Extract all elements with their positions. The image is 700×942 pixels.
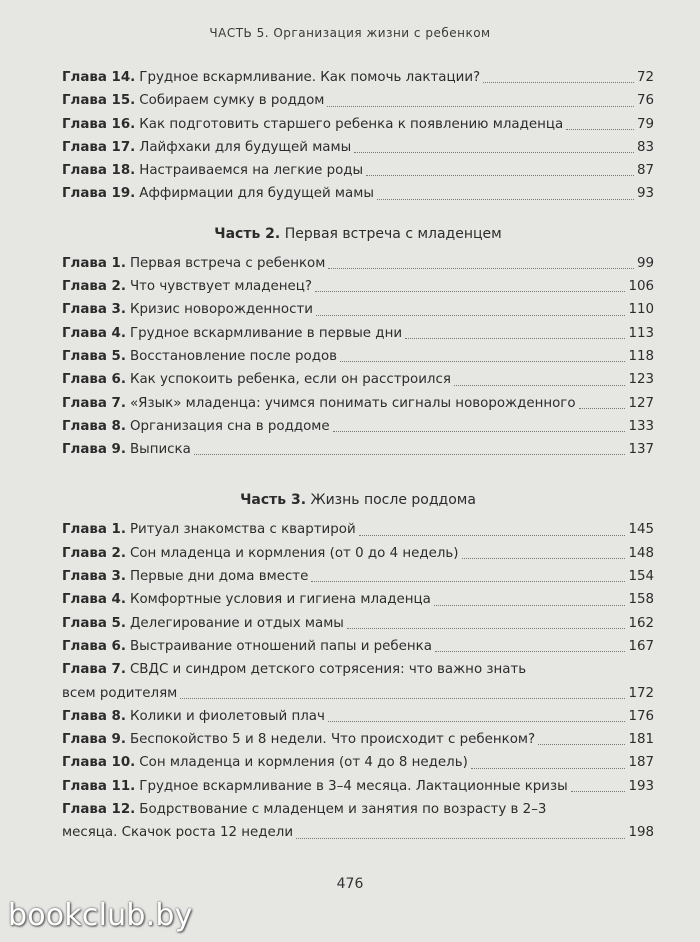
chapter-label: Глава 17. [62,139,136,155]
dot-leader [328,721,626,722]
toc-entry[interactable] [62,252,654,275]
dot-leader [296,838,625,839]
dot-leader [377,199,634,200]
toc-entry[interactable] [62,705,654,728]
chapter-page: 76 [636,93,654,109]
dot-leader [340,361,625,362]
chapter-page: 181 [628,732,654,748]
dot-leader [434,605,626,606]
chapter-page: 110 [628,302,654,318]
part-title: Жизнь после роддома [310,492,476,509]
chapter-page: 133 [628,418,654,434]
chapter-page: 187 [628,755,654,771]
chapter-title: Сон младенца и кормления (от 4 до 8 недель) [139,755,468,771]
dot-leader [333,431,626,432]
dot-leader [454,385,626,386]
toc-entry[interactable] [62,658,654,681]
chapter-title: Кризис новорожденности [129,302,313,318]
dot-leader [194,454,626,455]
toc-entry[interactable] [62,798,654,821]
chapter-label: Глава 1. [62,255,126,271]
dot-leader [538,744,625,745]
chapter-title: Комфортные условия и гигиена младенца [129,592,431,608]
chapter-page: 99 [636,255,654,271]
toc-entry[interactable] [62,136,654,159]
chapter-title: Восстановление после родов [129,348,338,364]
dot-leader [354,152,634,153]
chapter-title: Организация сна в роддоме [129,418,330,434]
chapter-title: Ритуал знакомства с квартирой [129,522,356,538]
chapter-title: Грудное вскармливание в первые дни [129,325,403,341]
toc-entry[interactable] [62,415,654,438]
chapter-label: Глава 9. [62,732,126,748]
chapter-title: Беспокойство 5 и 8 недели. Что происходит с ребенком? [129,732,536,748]
running-head: ЧАСТЬ 5. Организация жизни с ребенком [209,26,491,40]
chapter-label: Глава 6. [62,372,126,388]
chapter-title: Аффирмации для будущей мамы [139,186,374,202]
chapter-label: Глава 7. [62,395,126,411]
dot-leader [579,408,626,409]
chapter-title: Лайфхаки для будущей мамы [139,139,352,155]
dot-leader [359,535,626,536]
toc-entry[interactable] [62,322,654,345]
chapter-title: Как подготовить старшего ребенка к появлению младенца [139,116,564,132]
watermark: bookclub.by [8,898,193,933]
chapter-page: 172 [628,685,654,701]
chapter-label: Глава 18. [62,163,136,179]
dot-leader [316,315,625,316]
chapter-label: Глава 4. [62,592,126,608]
toc-entry[interactable] [62,159,654,182]
chapter-page: 137 [628,442,654,458]
chapter-label: Глава 6. [62,638,126,654]
chapter-title: Как успокоить ребенка, если он расстроился [129,372,451,388]
toc-entry[interactable] [62,368,654,391]
part-heading [62,222,654,246]
chapter-page: 127 [628,395,654,411]
chapter-page: 83 [636,139,654,155]
dot-leader [462,558,626,559]
toc-entry[interactable] [62,113,654,136]
chapter-title: Настраиваемся на легкие роды [139,163,364,179]
chapter-label: Глава 15. [62,93,136,109]
chapter-title: Выписка [129,442,191,458]
chapter-page: 87 [636,163,654,179]
chapter-title: Собираем сумку в роддом [139,93,325,109]
toc-entry[interactable] [62,542,654,565]
chapter-page: 106 [628,279,654,295]
dot-leader [327,106,634,107]
chapter-page: 79 [636,116,654,132]
toc-entry[interactable] [62,182,654,205]
chapter-page: 118 [628,348,654,364]
toc-entry[interactable] [62,89,654,112]
dot-leader [315,291,625,292]
chapter-title: Что чувствует младенец? [129,279,312,295]
chapter-label: Глава 5. [62,348,126,364]
dot-leader [180,698,625,699]
toc-entry[interactable] [62,345,654,368]
toc-entry-continued[interactable] [62,821,654,844]
toc-entry[interactable] [62,565,654,588]
chapter-page: 123 [628,372,654,388]
chapter-label: Глава 9. [62,442,126,458]
chapter-page: 154 [628,569,654,585]
chapter-label: Глава 8. [62,418,126,434]
part-label: Часть 3. [240,492,307,509]
chapter-label: Глава 14. [62,70,136,85]
chapter-title: Первые дни дома вместе [129,569,309,585]
table-of-contents [62,66,654,845]
chapter-label: Глава 2. [62,279,126,295]
part-label: Часть 2. [214,225,281,242]
toc-entry[interactable] [62,275,654,298]
chapter-page: 162 [628,615,654,631]
chapter-page: 148 [628,545,654,561]
chapter-label: Глава 2. [62,545,126,561]
toc-entry[interactable] [62,392,654,415]
dot-leader [366,175,634,176]
chapter-label: Глава 7. [62,662,126,678]
chapter-label: Глава 11. [62,778,136,794]
dot-leader [483,82,634,83]
toc-entry[interactable] [62,612,654,635]
chapter-title-continued: месяца. Скачок роста 12 недели [62,825,294,841]
chapter-label: Глава 1. [62,522,126,538]
chapter-label: Глава 19. [62,186,136,202]
toc-entry[interactable] [62,518,654,541]
dot-leader [435,651,625,652]
chapter-page: 72 [636,70,654,85]
chapter-title: Колики и фиолетовый плач [129,708,325,724]
dot-leader [347,628,626,629]
chapter-title: Грудное вскармливание в 3–4 месяца. Лактационные кризы [139,778,568,794]
chapter-title: Выстраивание отношений папы и ребенка [129,638,432,654]
part-heading [62,488,654,512]
chapter-label: Глава 12. [62,802,136,818]
page-number: 476 [336,876,364,892]
chapter-title-continued: всем родителям [62,685,178,701]
chapter-page: 93 [636,186,654,202]
chapter-label: Глава 16. [62,116,136,132]
chapter-page: 167 [628,638,654,654]
chapter-page: 198 [628,825,654,841]
toc-entry[interactable] [62,728,654,751]
toc-entry[interactable] [62,438,654,461]
chapter-title: Сон младенца и кормления (от 0 до 4 недель) [129,545,459,561]
chapter-title: Делегирование и отдых мамы [129,615,344,631]
chapter-label: Глава 3. [62,569,126,585]
chapter-label: Глава 5. [62,615,126,631]
part-title: Первая встреча с младенцем [284,225,502,242]
dot-leader [471,768,626,769]
toc-entry[interactable] [62,751,654,774]
chapter-page: 158 [628,592,654,608]
toc-entry-continued[interactable] [62,682,654,705]
chapter-label: Глава 8. [62,708,126,724]
toc-entry[interactable] [62,298,654,321]
dot-leader [328,268,634,269]
chapter-page: 113 [628,325,654,341]
chapter-page: 145 [628,522,654,538]
toc-entry[interactable] [62,775,654,798]
toc-entry[interactable] [62,635,654,658]
chapter-title: СВДС и синдром детского сотрясения: что важно знать [129,662,527,678]
toc-entry[interactable] [62,66,654,89]
chapter-label: Глава 3. [62,302,126,318]
dot-leader [405,338,625,339]
dot-leader [311,581,625,582]
dot-leader [566,129,634,130]
chapter-title: Грудное вскармливание. Как помочь лактации? [139,70,481,85]
dot-leader [571,791,626,792]
chapter-page: 176 [628,708,654,724]
toc-entry[interactable] [62,588,654,611]
chapter-label: Глава 4. [62,325,126,341]
chapter-page: 193 [628,778,654,794]
chapter-title: Бодрствование с младенцем и занятия по возрасту в 2–3 [139,802,547,818]
chapter-label: Глава 10. [62,755,136,771]
chapter-title: «Язык» младенца: учимся понимать сигналы новорожденного [129,395,576,411]
chapter-title: Первая встреча с ребенком [129,255,326,271]
